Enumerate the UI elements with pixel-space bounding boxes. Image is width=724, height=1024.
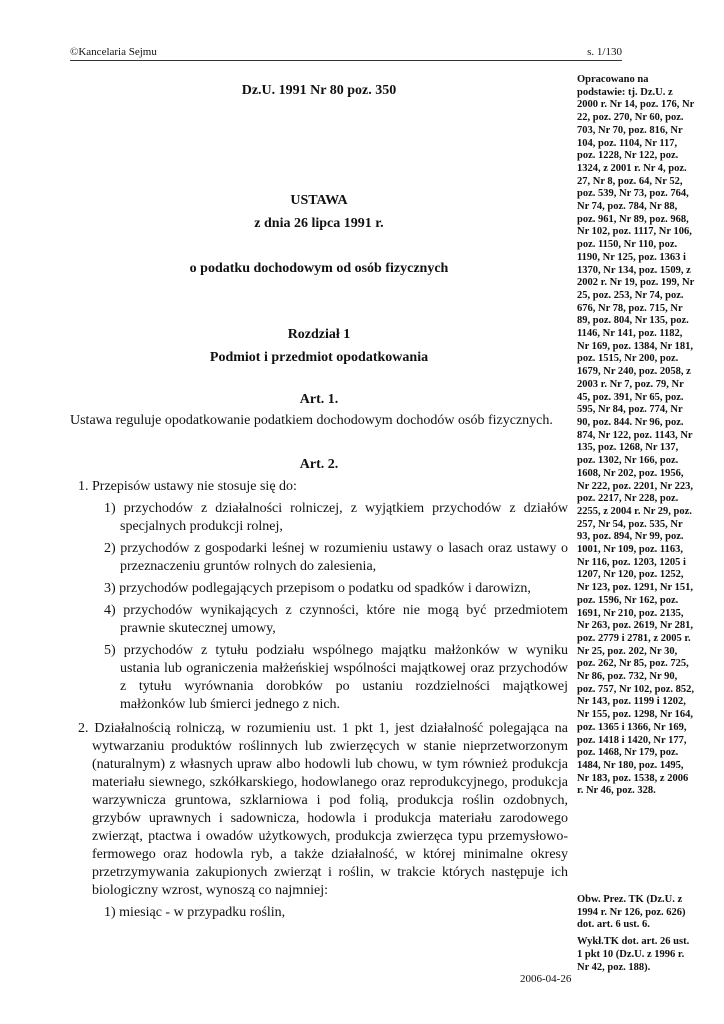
- document-body: [70, 80, 568, 926]
- act-type: USTAWA: [290, 193, 348, 208]
- act-title: o podatku dochodowym od osób fizycznych: [189, 261, 449, 276]
- header-publisher: ©Kancelaria Sejmu: [70, 46, 157, 58]
- art2-paragraph-2-item: 1) miesiąc - w przypadku roślin,: [104, 905, 286, 920]
- art2-paragraph-2: 2. Działalnością rolniczą, w rozumieniu ust. 1 pkt 1, jest działalność polegająca na wytwarzaniu produktów roślinnych lub zwierzęcych w stanie nieprzetworzonym (naturalnym) z własnych upraw albo hodowli lub chowu, w tym również produkcja materiału siewnego, szkółkarskiego, hodowlanego oraz reprodukcyjnego, produkcja warzywnicza gruntowa, szklarniowa i pod folią, produkcja roślin ozdobnych, grzybów uprawnych i sadownicza, hodowla i produkcja materiału zarodowego zwierząt, ptactwa i owadów użytkowych, produkcja zwierzęca typu przemysłowo-fermowego oraz hodowla ryb, a także działalność, w której minimalne okresy przetrzymywania zakupionych zwierząt i roślin, w trakcie których następuje ich biologiczny wzrost, wynoszą co najmniej:: [78, 721, 568, 898]
- art2-item: 1) przychodów z działalności rolniczej, z wyjątkiem przychodów z działów specjalnych produkcji rolnej,: [104, 501, 568, 534]
- source-sidenote: Opracowano na podstawie: tj. Dz.U. z 2000 r. Nr 14, poz. 176, Nr 22, poz. 270, Nr 60, poz. 703, Nr 70, poz. 816, Nr 104, poz. 1104, Nr 117, poz. 1228, Nr 122, poz. 1324, z 2001 r. Nr 4, poz. 27, Nr 8, poz. 64, Nr 52, poz. 539, Nr 73, poz. 764, Nr 74, poz. 784, Nr 88, poz. 961, Nr 89, poz. 968, Nr 102, poz. 1117, Nr 106, poz. 1150, Nr 110, poz. 1190, Nr 125, poz. 1363 i 1370, Nr 134, poz. 1509, z 2002 r. Nr 19, poz. 199, Nr 25, poz. 253, Nr 74, poz. 676, Nr 78, poz. 715, Nr 89, poz. 804, Nr 135, poz. 1146, Nr 141, poz. 1182, Nr 169, poz. 1384, Nr 181, poz. 1515, Nr 200, poz. 1679, Nr 240, poz. 2058, z 2003 r. Nr 7, poz. 79, Nr 45, poz. 391, Nr 65, poz. 595, Nr 84, poz. 774, Nr 90, poz. 844. Nr 96, poz. 874, Nr 122, poz. 1143, Nr 135, poz. 1268, Nr 137, poz. 1302, Nr 166, poz. 1608, Nr 202, poz. 1956, Nr 222, poz. 2201, Nr 223, poz. 2217, Nr 228, poz. 2255, z 2004 r. Nr 29, poz. 257, Nr 54, poz. 535, Nr 93, poz. 894, Nr 99, poz. 1001, Nr 109, poz. 1163, Nr 116, poz. 1203, 1205 i 1207, Nr 120, poz. 1252, Nr 123, poz. 1291, Nr 151, poz. 1596, Nr 162, poz. 1691, Nr 210, poz. 2135, Nr 263, poz. 2619, Nr 281, poz. 2779 i 2781, z 2005 r. Nr 25, poz. 202, Nr 30, poz. 262, Nr 85, poz. 725, Nr 86, poz. 732, Nr 90, poz. 757, Nr 102, poz. 852, Nr 143, poz. 1199 i 1202, Nr 155, poz. 1298, Nr 164, poz. 1365 i 1366, Nr 169, poz. 1418 i 1420, Nr 177, poz. 1468, Nr 179, poz. 1484, Nr 180, poz. 1495, Nr 183, poz. 1538, z 2006 r. Nr 46, poz. 328.: [577, 74, 695, 797]
- footer-date: 2006-04-26: [520, 973, 572, 985]
- art2-paragraph-1: 1. Przepisów ustawy nie stosuje się do:: [78, 479, 297, 494]
- sidenote-tk-announcement: Obw. Prez. TK (Dz.U. z 1994 r. Nr 126, poz. 626) dot. art. 6 ust. 6.: [577, 894, 686, 931]
- art1-heading: Art. 1.: [299, 392, 339, 407]
- header-page-number: s. 1/130: [587, 46, 622, 58]
- chapter-heading: Rozdział 1: [287, 327, 351, 342]
- art2-item: 4) przychodów wynikających z czynności, które nie mogą być przedmiotem prawnie skutecznej umowy,: [104, 603, 568, 636]
- chapter-title: Podmiot i przedmiot opodatkowania: [209, 350, 429, 365]
- art2-item: 5) przychodów z tytułu podziału wspólnego majątku małżonków w wyniku ustania lub ograniczenia małżeńskiej wspólności majątkowej oraz przychodów z tytułu wyrównania dorobków po ustaniu rozdzielności majątkowej małżonków lub śmierci jednego z nich.: [104, 643, 568, 712]
- art2-item: 2) przychodów z gospodarki leśnej w rozumieniu ustawy o lasach oraz ustawy o przeznaczeniu gruntów rolnych do zalesienia,: [104, 541, 568, 574]
- art1-text: Ustawa reguluje opodatkowanie podatkiem dochodowym dochodów osób fizycznych.: [70, 413, 553, 428]
- dzu-reference: Dz.U. 1991 Nr 80 poz. 350: [241, 83, 397, 98]
- page-header: [70, 46, 622, 61]
- art2-item: 3) przychodów podlegających przepisom o podatku od spadków i darowizn,: [104, 581, 531, 596]
- sidenote-tk: [577, 894, 697, 974]
- art2-heading: Art. 2.: [299, 457, 339, 472]
- act-date: z dnia 26 lipca 1991 r.: [254, 216, 384, 231]
- sidenote-tk-interpretation: Wykł.TK dot. art. 26 ust. 1 pkt 10 (Dz.U. z 1996 r. Nr 42, poz. 188).: [577, 936, 690, 973]
